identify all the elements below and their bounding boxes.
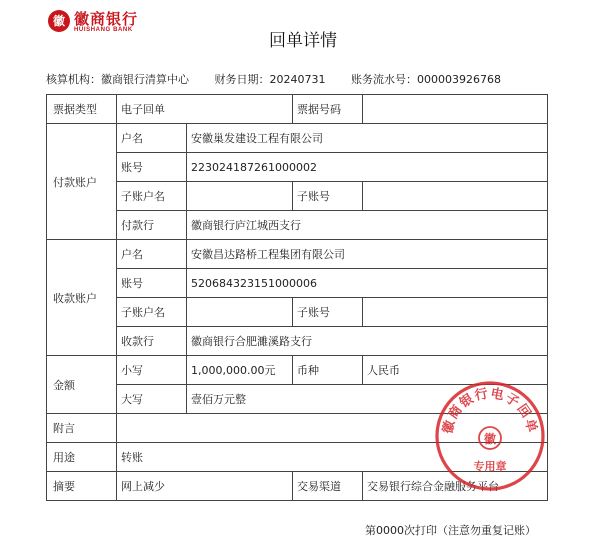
payer-sub-no-value: [363, 182, 548, 211]
summary-label: 摘要: [47, 472, 117, 501]
table-row-summary: [47, 472, 548, 501]
table-row-payee-account: [47, 269, 548, 298]
meta-org: 核算机构：徽商银行清算中心: [46, 73, 189, 86]
bank-name: 徽商银行: [74, 10, 139, 28]
payer-account-label: 账号: [117, 153, 187, 182]
page-title: 回单详情: [269, 31, 337, 51]
channel-value: 交易银行综合金融服务平台: [363, 472, 548, 501]
payer-sub-name-value: [187, 182, 293, 211]
receipt-type-label: 票据类型: [47, 95, 117, 124]
receipt-table: [46, 94, 548, 501]
table-row-purpose: [47, 443, 548, 472]
currency-value: 人民币: [363, 356, 548, 385]
table-row-payee-name: [47, 240, 548, 269]
table-row-payer-bank: [47, 211, 548, 240]
table-row-postscript: [47, 414, 548, 443]
currency-label: 币种: [293, 356, 363, 385]
payer-sub-no-label: 子账号: [293, 182, 363, 211]
purpose-label: 用途: [47, 443, 117, 472]
seal-sub-text: 专用章: [473, 460, 507, 473]
postscript-label: 附言: [47, 414, 117, 443]
table-row-payee-bank: [47, 327, 548, 356]
payee-sub-no-value: [363, 298, 548, 327]
payee-name-label: 户名: [117, 240, 187, 269]
table-row-payee-sub: [47, 298, 548, 327]
purpose-value: 转账: [117, 443, 548, 472]
payee-account-label: 账号: [117, 269, 187, 298]
meta-date: 财务日期：20240731: [214, 73, 326, 86]
meta-serial: 账务流水号：000003926768: [351, 73, 501, 86]
payee-sub-name-value: [187, 298, 293, 327]
bank-logo-icon: 徽: [48, 10, 70, 32]
payee-bank-value: 徽商银行合肥濉溪路支行: [187, 327, 548, 356]
receipt-no-label: 票据号码: [293, 95, 363, 124]
amount-upper-label: 大写: [117, 385, 187, 414]
receipt-no-value: [363, 95, 548, 124]
payer-account-value: 223024187261000002: [187, 153, 548, 182]
payer-bank-value: 徽商银行庐江城西支行: [187, 211, 548, 240]
payee-section-label: 收款账户: [47, 240, 117, 356]
table-row-payer-sub: [47, 182, 548, 211]
amount-upper-value: 壹佰万元整: [187, 385, 548, 414]
payee-account-value: 520684323151000006: [187, 269, 548, 298]
summary-value: 网上减少: [117, 472, 293, 501]
amount-section-label: 金额: [47, 356, 117, 414]
bank-name-en: HUISHANG BANK: [74, 27, 133, 33]
receipt-type-value: 电子回单: [117, 95, 293, 124]
seal-text: 徽商银行电子回单: [440, 386, 540, 436]
payer-section-label: 付款账户: [47, 124, 117, 240]
table-row-amount-lower: [47, 356, 548, 385]
payer-name-label: 户名: [117, 124, 187, 153]
payee-bank-label: 收款行: [117, 327, 187, 356]
table-row-amount-upper: [47, 385, 548, 414]
channel-label: 交易渠道: [293, 472, 363, 501]
table-row-receipt-type: [47, 95, 548, 124]
payer-sub-name-label: 子账户名: [117, 182, 187, 211]
receipt-meta: [46, 71, 501, 87]
payer-bank-label: 付款行: [117, 211, 187, 240]
payee-name-value: 安徽昌达路桥工程集团有限公司: [187, 240, 548, 269]
payer-name-value: 安徽巢发建设工程有限公司: [187, 124, 548, 153]
postscript-value: [117, 414, 548, 443]
seal-logo-glyph: 徽: [483, 432, 497, 446]
amount-lower-value: 1,000,000.00元: [187, 356, 293, 385]
payee-sub-name-label: 子账户名: [117, 298, 187, 327]
table-row-payer-account: [47, 153, 548, 182]
payee-sub-no-label: 子账号: [293, 298, 363, 327]
print-count-note: 第0000次打印（注意勿重复记账）: [365, 524, 536, 537]
amount-lower-label: 小写: [117, 356, 187, 385]
table-row-payer-name: [47, 124, 548, 153]
